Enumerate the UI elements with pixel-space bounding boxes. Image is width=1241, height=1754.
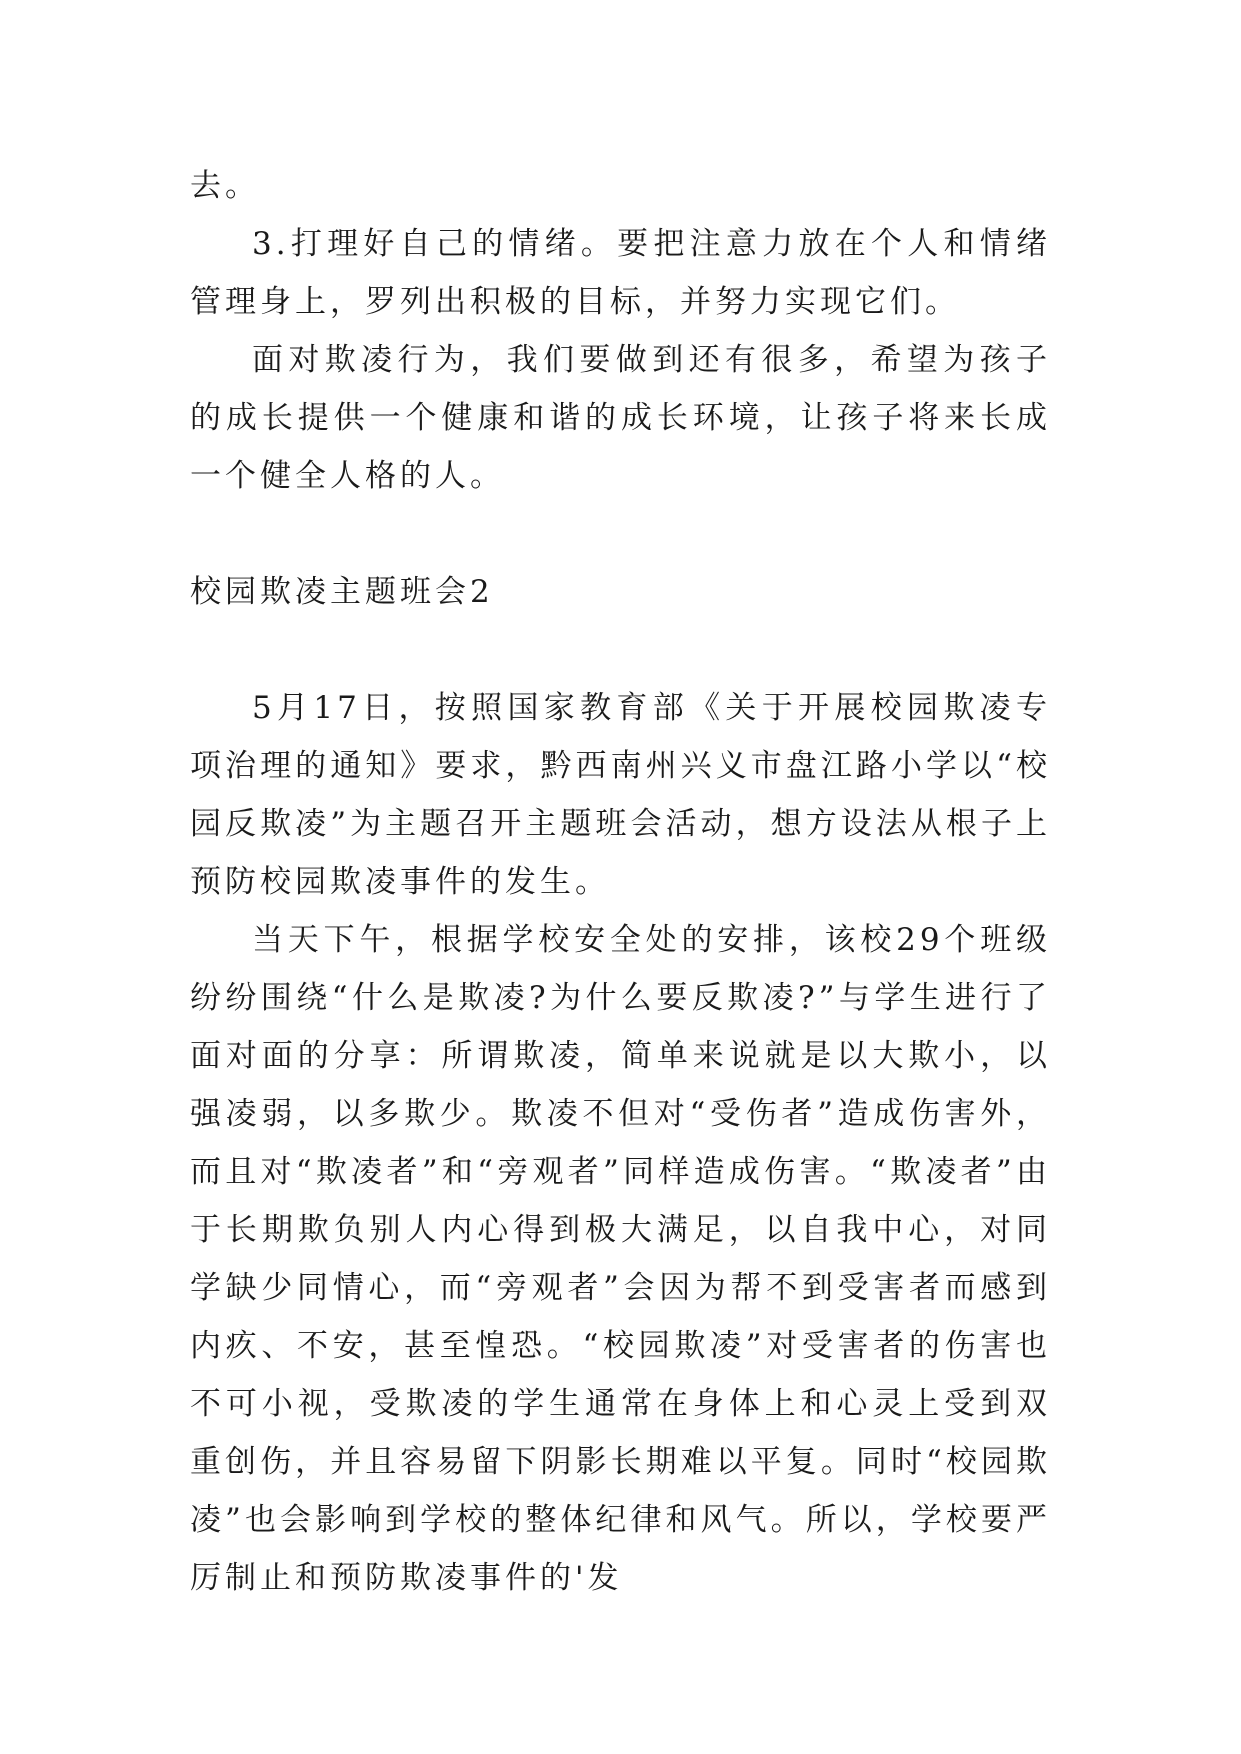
paragraph-event-intro: 5月17日，按照国家教育部《关于开展校园欺凌专项治理的通知》要求，黔西南州兴义市盘江路小学以“校园反欺凌”为主题召开主题班会活动，想方设法从根子上预防校园欺凌事件的发生。 — [190, 690, 1051, 900]
document-body — [190, 157, 1051, 1607]
paragraph-continuation: 去。 — [190, 168, 260, 204]
paragraph-conclusion: 面对欺凌行为，我们要做到还有很多，希望为孩子的成长提供一个健康和谐的成长环境，让孩子将来长成一个健全人格的人。 — [190, 342, 1051, 494]
paragraph-emotion-management: 3.打理好自己的情绪。要把注意力放在个人和情绪管理身上，罗列出积极的目标，并努力实现它们。 — [190, 226, 1051, 320]
spacer — [190, 621, 1051, 679]
paragraph-event-detail: 当天下午，根据学校安全处的安排，该校29个班级纷纷围绕“什么是欺凌?为什么要反欺凌?”与学生进行了面对面的分享：所谓欺凌，简单来说就是以大欺小，以强凌弱，以多欺少。欺凌不但对“受伤者”造成伤害外，而且对“欺凌者”和“旁观者”同样造成伤害。“欺凌者”由于长期欺负别人内心得到极大满足，以自我中心，对同学缺少同情心，而“旁观者”会因为帮不到受害者而感到内疚、不安，甚至惶恐。“校园欺凌”对受害者的伤害也不可小视，受欺凌的学生通常在身体上和心灵上受到双重创伤，并且容易留下阴影长期难以平复。同时“校园欺凌”也会影响到学校的整体纪律和风气。所以，学校要严厉制止和预防欺凌事件的'发 — [190, 922, 1051, 1596]
spacer — [190, 505, 1051, 563]
section-heading: 校园欺凌主题班会2 — [190, 574, 494, 610]
